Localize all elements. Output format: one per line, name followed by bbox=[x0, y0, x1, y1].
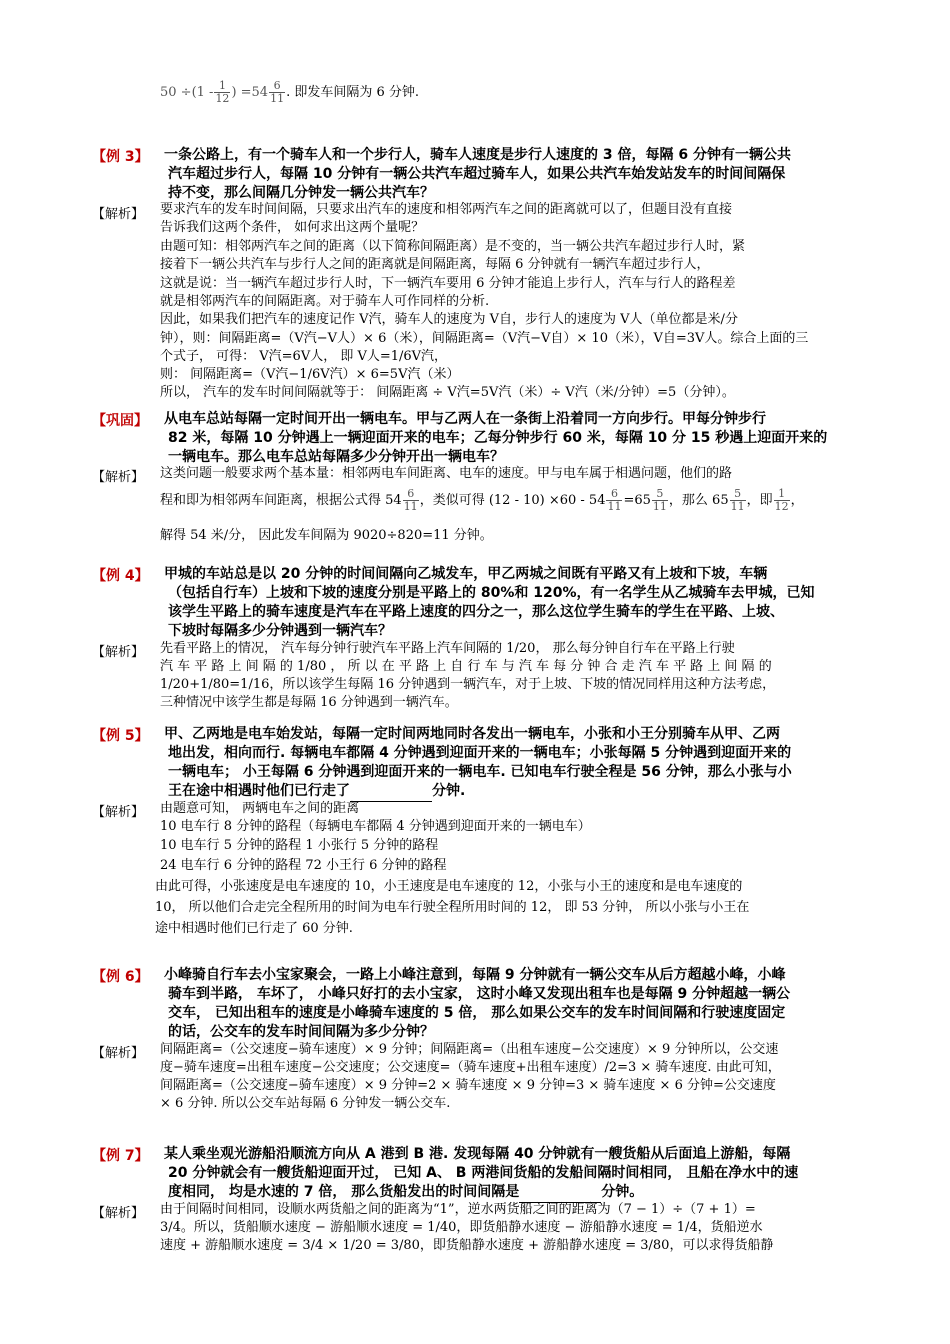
example-5-question-line: 地出发，相向而行. 每辆电车都隔 4 分钟遇到迎面开来的一辆电车；小张每隔 5 分钟遇到迎面开来的 bbox=[168, 745, 792, 761]
fraction bbox=[774, 488, 790, 513]
example-6-question-line: 交车， 已知出租车的速度是小峰骑车速度的 5 倍， 那么如果公交车的发车时间间隔和行驶速度固定 bbox=[168, 1005, 786, 1021]
example-7-solution-line: 速度 + 游船顺水速度 = 3/4 × 1/20 = 3/80，即货船静水速度 + 游船静水速度 = 3/80，可以求得货船静 bbox=[160, 1238, 774, 1253]
example-3-solution-line: 则： 间隔距离=（V汽−1/6V汽）× 6=5V汽（米） bbox=[160, 367, 460, 382]
example-4-solution-line: 汽 车 平 路 上 间 隔 的 1/80 ， 所 以 在 平 路 上 自 行 车 与 汽 车 每 分 钟 合 走 汽 车 平 路 上 间 隔 的 bbox=[160, 659, 772, 674]
example-7-tag: 【例 7】 bbox=[92, 1148, 149, 1164]
example-6-question-line: 骑车到半路， 车坏了， 小峰只好打的去小宝家， 这时小峰又发现出租车也是每隔 9 分钟超越一辆公 bbox=[168, 986, 791, 1002]
example-7-solution-line: 3/4。所以，货船顺水速度 − 游船顺水速度 = 1/40，即货船静水速度 − 游船静水速度 = 1/4，货船逆水 bbox=[160, 1220, 763, 1235]
example-6-tag: 【例 6】 bbox=[92, 969, 149, 985]
example-5-question-line bbox=[168, 782, 465, 802]
example-4-tag: 【例 4】 bbox=[92, 568, 149, 584]
example-5-solution-line: 由题意可知， 两辆电车之间的距离 bbox=[160, 801, 360, 816]
example-7-question-line: 20 分钟就会有一艘货船迎面开过， 已知 A、 B 两港间货船的发船间隔时间相同， 且船在净水中的速 bbox=[168, 1165, 799, 1181]
example-3-solution-line: 这就是说：当一辆汽车超过步行人时，下一辆汽车要用 6 分钟才能追上步行人，汽车与行人的路程差 bbox=[160, 276, 736, 291]
fraction bbox=[269, 80, 285, 105]
example-3-solution-line: 所以， 汽车的发车时间间隔就等于： 间隔距离 ÷ V汽=5V汽（米）÷ V汽（米/分钟）=5（分钟）。 bbox=[160, 385, 735, 400]
fraction-numerator: 6 bbox=[403, 488, 419, 501]
example-3-solution-line: 就是相邻两汽车的间隔距离。对于骑车人可作同样的分析. bbox=[160, 294, 490, 309]
example-6-question-line: 的话，公交车的发车时间间隔为多少分钟？ bbox=[168, 1024, 434, 1040]
example-3-solution-line: 告诉我们这两个条件， 如何求出这两个量呢？ bbox=[160, 220, 425, 235]
example-6-solution-line: 间隔距离=（公交速度−骑车速度）× 9 分钟；间隔距离=（出租车速度−公交速度）× 9 分钟所以，公交速 bbox=[160, 1042, 779, 1057]
consolidation-solution-line: 解得 54 米/分， 因此发车间隔为 9020÷820=11 分钟。 bbox=[160, 528, 493, 543]
example-6-solution-line: 度−骑车速度=出租车速度−公交速度；公交速度=（骑车速度+出租车速度）/2=3 × 骑车速度. 由此可知， bbox=[160, 1060, 781, 1075]
example-4-solution-line: 先看平路上的情况， 汽车每分钟行驶汽车平路上汽车间隔的 1/20， 那么每分钟自行车在平路上行驶 bbox=[160, 641, 735, 656]
example-5-solution-line: 10， 所以他们合走完全程所用的时间为电车行驶全程所用时间的 12， 即 53 分钟， 所以小张与小王在 bbox=[155, 900, 750, 915]
example-5-solution-line: 由此可得，小张速度是电车速度的 10，小王速度是电车速度的 12，小张与小王的速度和是电车速度的 bbox=[155, 879, 743, 894]
example-7-solution-tag: 【解析】 bbox=[92, 1206, 145, 1221]
formula-text: 程和即为相邻两车间距离，根据公式得 54 bbox=[160, 493, 402, 508]
example-5-tag: 【例 5】 bbox=[92, 728, 149, 744]
example-5-solution-line: 10 电车行 8 分钟的路程（每辆电车都隔 4 分钟遇到迎面开来的一辆电车） bbox=[160, 819, 591, 834]
consolidation-solution-tag: 【解析】 bbox=[92, 470, 145, 485]
example-3-solution-line: 个式子， 可得： V汽=6V人， 即 V人=1/6V汽， bbox=[160, 349, 448, 364]
fraction-denominator: 11 bbox=[270, 92, 285, 105]
example-4-question-line: （包括自行车）上坡和下坡的速度分别是平路上的 80%和 120%，有一名学生从乙城骑车去甲城，已知 bbox=[168, 585, 815, 601]
example-4-question-line: 下坡时每隔多少分钟遇到一辆汽车？ bbox=[168, 623, 392, 639]
fraction bbox=[652, 488, 668, 513]
formula-text: ，即 bbox=[746, 493, 773, 508]
example-3-solution-tag: 【解析】 bbox=[92, 207, 145, 222]
answer-blank bbox=[519, 1183, 601, 1203]
example-7-question-line bbox=[168, 1183, 643, 1203]
fraction bbox=[730, 488, 746, 513]
example-7-question-line: 某人乘坐观光游船沿顺流方向从 A 港到 B 港. 发现每隔 40 分钟就有一艘货船从后面追上游船，每隔 bbox=[164, 1146, 791, 1162]
example-6-solution-tag: 【解析】 bbox=[92, 1046, 145, 1061]
consolidation-formula-line bbox=[160, 488, 804, 513]
top-formula-b: ) =54 bbox=[231, 85, 269, 100]
example-6-question-line: 小峰骑自行车去小宝家聚会，一路上小峰注意到，每隔 9 分钟就有一辆公交车从后方超越小峰，小峰 bbox=[164, 967, 786, 983]
example-5-solution-line: 24 电车行 6 分钟的路程 72 小王行 6 分钟的路程 bbox=[160, 858, 447, 873]
example-5-question-line: 甲、乙两地是电车始发站，每隔一定时间两地同时各发出一辆电车，小张和小王分别骑车从甲、乙两 bbox=[164, 726, 780, 742]
example-5-solution-line: 途中相遇时他们已行走了 60 分钟. bbox=[155, 921, 353, 936]
example-3-question-line: 一条公路上，有一个骑车人和一个步行人，骑车人速度是步行人速度的 3 倍，每隔 6 分钟有一辆公共 bbox=[164, 147, 791, 163]
example-4-solution-line: 1/20+1/80=1/16，所以该学生每隔 16 分钟遇到一辆汽车，对于上坡、下坡的情况同样用这种方法考虑， bbox=[160, 677, 776, 692]
example-4-solution-tag: 【解析】 bbox=[92, 645, 145, 660]
formula-text: ，那么 65 bbox=[668, 493, 729, 508]
fraction-denominator: 12 bbox=[774, 500, 789, 513]
example-7-solution-line: 由于间隔时间相同，设顺水两货船之间的距离为“1”，逆水两货船之间的距离为（7 − 1）÷（7 + 1）= bbox=[160, 1202, 756, 1217]
question-text: 分钟。 bbox=[601, 1184, 644, 1200]
example-3-solution-line: 钟），则：间隔距离=（V汽−V人）× 6（米），间隔距离=（V汽−V自）× 10（米），V自=3V人。综合上面的三 bbox=[160, 331, 809, 346]
fraction-numerator: 5 bbox=[730, 488, 746, 501]
example-6-solution-line: × 6 分钟. 所以公交车站每隔 6 分钟发一辆公交车. bbox=[160, 1096, 451, 1111]
top-formula-c: . 即发车间隔为 6 分钟. bbox=[286, 85, 420, 100]
consolidation-question-line: 从电车总站每隔一定时间开出一辆电车。甲与乙两人在一条街上沿着同一方向步行。甲每分钟步行 bbox=[164, 411, 766, 427]
example-3-solution-line: 因此，如果我们把汽车的速度记作 V汽，骑车人的速度为 V自，步行人的速度为 V人（单位都是米/分 bbox=[160, 312, 738, 327]
example-5-solution-tag: 【解析】 bbox=[92, 805, 145, 820]
consolidation-tag: 【巩固】 bbox=[92, 413, 148, 429]
example-4-question-line: 甲城的车站总是以 20 分钟的时间间隔向乙城发车，甲乙两城之间既有平路又有上坡和下坡，车辆 bbox=[164, 566, 768, 582]
example-5-question-line: 一辆电车； 小王每隔 6 分钟遇到迎面开来的一辆电车. 已知电车行驶全程是 56 分钟，那么小张与小 bbox=[168, 764, 792, 780]
consolidation-question-line: 82 米，每隔 10 分钟遇上一辆迎面开来的电车；乙每分钟步行 60 米，每隔 10 分 15 秒遇上迎面开来的 bbox=[168, 430, 828, 446]
example-4-question-line: 该学生平路上的骑车速度是汽车在平路上速度的四分之一，那么这位学生骑车的学生在平路、上坡、 bbox=[168, 604, 784, 620]
example-6-solution-line: 间隔距离=（公交速度−骑车速度）× 9 分钟=2 × 骑车速度 × 9 分钟=3 × 骑车速度 × 6 分钟=公交速度 bbox=[160, 1078, 776, 1093]
fraction-numerator: 6 bbox=[269, 80, 285, 93]
example-3-tag: 【例 3】 bbox=[92, 149, 149, 165]
fraction-denominator: 11 bbox=[403, 500, 418, 513]
example-3-solution-line: 要求汽车的发车时间间隔，只要求出汽车的速度和相邻两汽车之间的距离就可以了，但题目没有直接 bbox=[160, 202, 733, 217]
question-text: 度相同， 均是水速的 7 倍， 那么货船发出的时间间隔是 bbox=[168, 1184, 520, 1200]
fraction-denominator: 11 bbox=[652, 500, 667, 513]
fraction-denominator: 11 bbox=[607, 500, 622, 513]
formula-text: ， bbox=[790, 493, 804, 508]
example-3-solution-line: 由题可知：相邻两汽车之间的距离（以下简称间隔距离）是不变的，当一辆公共汽车超过步行人时，紧 bbox=[160, 239, 746, 254]
fraction-numerator: 6 bbox=[606, 488, 622, 501]
fraction bbox=[403, 488, 419, 513]
fraction-numerator: 1 bbox=[214, 80, 230, 93]
top-formula bbox=[160, 80, 419, 105]
formula-text: =65 bbox=[623, 493, 651, 508]
example-4-solution-line: 三种情况中该学生都是每隔 16 分钟遇到一辆汽车。 bbox=[160, 695, 458, 710]
question-text: 王在途中相遇时他们已行走了 bbox=[168, 783, 350, 799]
fraction-numerator: 5 bbox=[652, 488, 668, 501]
answer-blank bbox=[350, 782, 432, 802]
example-3-question-line: 汽车超过步行人，每隔 10 分钟有一辆公共汽车超过骑车人，如果公共汽车始发站发车的时间间隔保 bbox=[168, 166, 786, 182]
example-3-question-line: 持不变，那么间隔几分钟发一辆公共汽车？ bbox=[168, 185, 434, 201]
consolidation-question-line: 一辆电车。那么电车总站每隔多少分钟开出一辆电车？ bbox=[168, 449, 504, 465]
question-text: 分钟. bbox=[432, 783, 466, 799]
example-5-solution-line: 10 电车行 5 分钟的路程 1 小张行 5 分钟的路程 bbox=[160, 838, 439, 853]
fraction-numerator: 1 bbox=[774, 488, 790, 501]
fraction-denominator: 11 bbox=[730, 500, 745, 513]
top-formula-a: 50 ÷(1 - bbox=[160, 85, 214, 100]
fraction bbox=[606, 488, 622, 513]
formula-text: ，类似可得 (12 - 10) ×60 - 54 bbox=[419, 493, 606, 508]
fraction-denominator: 12 bbox=[215, 92, 230, 105]
fraction bbox=[214, 80, 230, 105]
example-3-solution-line: 接着下一辆公共汽车与步行人之间的距离就是间隔距离，每隔 6 分钟就有一辆汽车超过步行人， bbox=[160, 257, 710, 272]
consolidation-solution-line: 这类问题一般要求两个基本量：相邻两电车间距离、电车的速度。甲与电车属于相遇问题，他们的路 bbox=[160, 466, 733, 481]
